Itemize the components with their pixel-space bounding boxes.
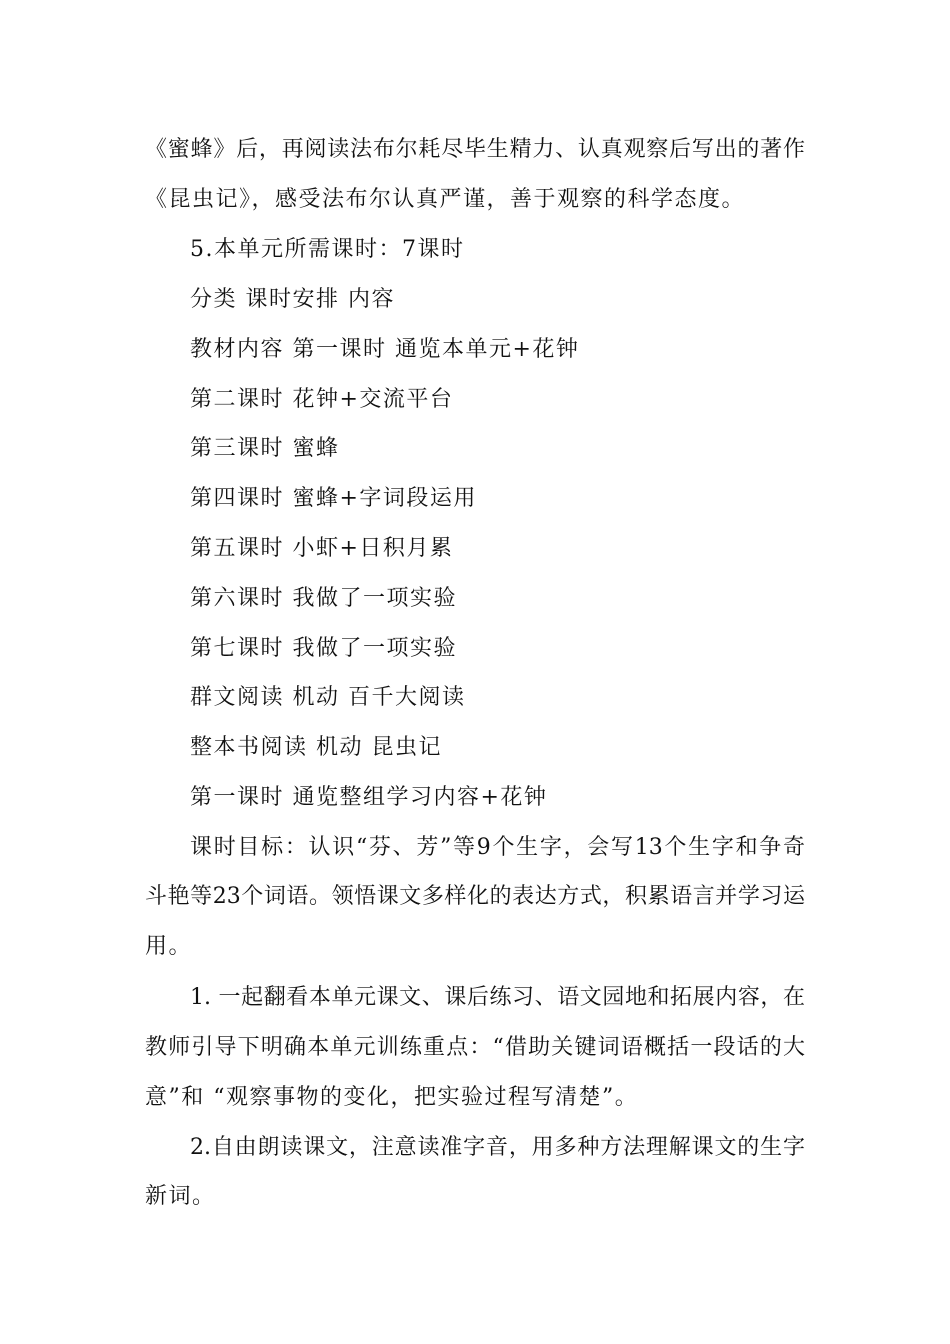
schedule-row: 第五课时 小虾+日积月累 <box>190 536 454 561</box>
paragraph-line: 《昆虫记》，感受法布尔认真严谨，善于观察的科学态度。 <box>145 187 746 212</box>
schedule-row: 第四课时 蜜蜂+字词段运用 <box>190 486 477 511</box>
paragraph-line: 2.自由朗读课文，注意读准字音，用多种方法理解课文的生字 <box>190 1135 805 1160</box>
schedule-header: 分类 课时安排 内容 <box>190 287 395 312</box>
paragraph-line: 课时目标：认识“芬、芳”等9个生字，会写13个生字和争奇 <box>190 835 805 860</box>
paragraph-line: 新词。 <box>145 1184 216 1209</box>
schedule-row: 第三课时 蜜蜂 <box>190 436 340 461</box>
schedule-row: 整本书阅读 机动 昆虫记 <box>190 735 442 760</box>
schedule-row: 群文阅读 机动 百千大阅读 <box>190 685 466 710</box>
paragraph-line: 教师引导下明确本单元训练重点：“借助关键词语概括一段话的大 <box>145 1035 805 1060</box>
paragraph-line: 《蜜蜂》后，再阅读法布尔耗尽毕生精力、认真观察后写出的著作 <box>145 137 805 162</box>
section-heading: 5.本单元所需课时：7课时 <box>190 237 465 262</box>
paragraph-line: 意”和 “观察事物的变化，把实验过程写清楚”。 <box>145 1085 639 1110</box>
paragraph-line: 1. 一起翻看本单元课文、课后练习、语文园地和拓展内容，在 <box>190 985 805 1010</box>
schedule-row: 教材内容 第一课时 通览本单元+花钟 <box>190 337 580 362</box>
schedule-row: 第七课时 我做了一项实验 <box>190 636 457 661</box>
paragraph-line: 用。 <box>145 934 193 959</box>
lesson-heading: 第一课时 通览整组学习内容+花钟 <box>190 785 548 810</box>
paragraph-line: 斗艳等23个词语。领悟课文多样化的表达方式，积累语言并学习运 <box>145 884 805 909</box>
schedule-row: 第二课时 花钟+交流平台 <box>190 387 454 412</box>
schedule-row: 第六课时 我做了一项实验 <box>190 586 457 611</box>
